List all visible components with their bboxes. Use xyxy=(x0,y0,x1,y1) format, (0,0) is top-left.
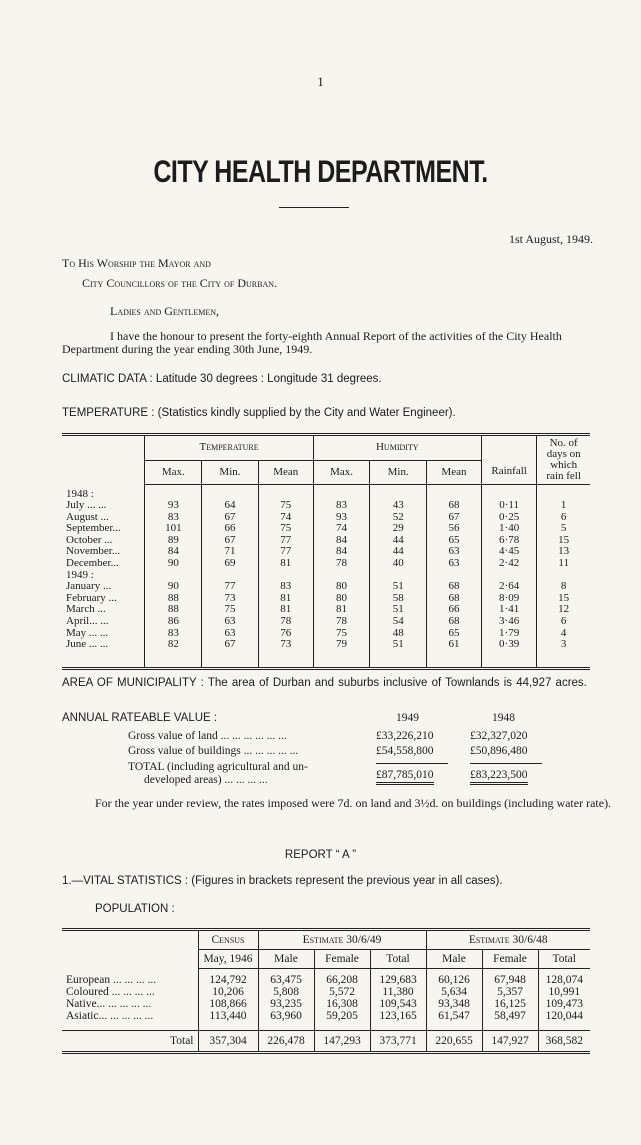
population-heading: POPULATION : xyxy=(95,903,175,915)
total-1949-header: Total xyxy=(370,950,426,969)
month-label: January ... xyxy=(66,580,112,593)
climate-cell: 84 xyxy=(313,535,370,547)
total-1948-header: Total xyxy=(538,950,590,969)
population-cell: 120,044 xyxy=(538,1010,590,1022)
climate-cell: 73 xyxy=(258,639,313,651)
rainfall-group-header xyxy=(481,435,536,461)
climate-cell: 51 xyxy=(370,639,427,651)
land-1949: £33,226,210 xyxy=(376,730,434,742)
temp-min-header: Min. xyxy=(202,460,259,484)
population-cell: 5,808 xyxy=(258,986,314,998)
climate-cell: 67 xyxy=(202,639,259,651)
population-cell: 109,473 xyxy=(538,998,590,1010)
climate-cell: 80 xyxy=(313,581,370,593)
rateable-heading: ANNUAL RATEABLE VALUE : xyxy=(62,712,218,724)
buildings-label: Gross value of buildings ... ... ... ... ... xyxy=(128,745,299,757)
climate-cell: 48 xyxy=(370,628,427,640)
climate-cell: 90 xyxy=(145,581,202,593)
month-label: September... xyxy=(66,522,121,535)
female-1948-header: Female xyxy=(482,950,538,969)
climate-cell: 78 xyxy=(313,616,370,628)
male-1949-header: Male xyxy=(258,950,314,969)
climate-cell: 67 xyxy=(202,535,259,547)
climate-cell: 75 xyxy=(313,628,370,640)
climate-cell: 1·41 xyxy=(481,604,536,616)
climate-cell: 6 xyxy=(537,512,590,524)
salutation-line-1: To His Worship the Mayor and xyxy=(62,256,211,270)
climate-cell: 80 xyxy=(313,593,370,605)
climate-cell: 13 xyxy=(537,546,590,558)
population-cell: 108,866 xyxy=(198,998,258,1010)
climate-cell: 77 xyxy=(258,535,313,547)
report-heading: REPORT “ A ” xyxy=(284,849,357,861)
population-row xyxy=(62,969,590,987)
year-1948-label: 1948 : xyxy=(66,487,94,500)
climate-cell: 67 xyxy=(202,512,259,524)
climate-cell: 0·39 xyxy=(481,639,536,651)
rateable-col-1949: 1949 xyxy=(396,712,419,724)
population-cell: 10,206 xyxy=(198,986,258,998)
climate-cell: 74 xyxy=(258,512,313,524)
population-cell: 128,074 xyxy=(538,969,590,987)
population-cell: 5,572 xyxy=(314,986,370,998)
population-total-cell: 357,304 xyxy=(198,1031,258,1053)
climate-cell: 1·40 xyxy=(481,523,536,535)
total-1948-rule xyxy=(470,763,542,764)
population-group-label: Asiatic... ... ... ... ... xyxy=(66,1010,154,1022)
climate-cell: 77 xyxy=(202,581,259,593)
climate-cell: 54 xyxy=(370,616,427,628)
population-cell: 93,348 xyxy=(426,998,482,1010)
buildings-1948: £50,896,480 xyxy=(470,745,528,757)
climate-cell: 67 xyxy=(427,512,482,524)
page-number: 1 xyxy=(317,74,324,89)
population-total-cell: 368,582 xyxy=(538,1031,590,1053)
climate-row xyxy=(62,500,590,512)
population-cell: 10,991 xyxy=(538,986,590,998)
climate-cell: 101 xyxy=(145,523,202,535)
climate-cell: 75 xyxy=(258,500,313,512)
population-cell: 16,125 xyxy=(482,998,538,1010)
population-cell: 129,683 xyxy=(370,969,426,987)
population-cell: 5,357 xyxy=(482,986,538,998)
population-cell: 58,497 xyxy=(482,1010,538,1022)
total-1949: £87,785,010 xyxy=(376,769,434,785)
climate-cell: 0·25 xyxy=(481,512,536,524)
population-cell: 63,960 xyxy=(258,1010,314,1022)
climate-row xyxy=(62,558,590,570)
climate-cell: 68 xyxy=(427,593,482,605)
month-label: October ... xyxy=(66,533,113,546)
climate-cell: 81 xyxy=(313,604,370,616)
climate-cell: 56 xyxy=(427,523,482,535)
population-cell: 109,543 xyxy=(370,998,426,1010)
month-label: July ... ... xyxy=(66,499,107,512)
population-group-label: Coloured ... ... ... ... xyxy=(66,986,155,998)
salutation-line-2: City Councillors of the City of Durban. xyxy=(82,276,278,290)
land-label: Gross value of land ... ... ... ... ... ... xyxy=(128,730,287,742)
population-cell: 5,634 xyxy=(426,986,482,998)
climate-cell: 61 xyxy=(427,639,482,651)
population-total-cell: 220,655 xyxy=(426,1031,482,1053)
hum-max-header: Max. xyxy=(313,460,370,484)
month-label: May ... ... xyxy=(66,626,109,639)
population-cell: 93,235 xyxy=(258,998,314,1010)
population-cell: 67,948 xyxy=(482,969,538,987)
population-cell: 123,165 xyxy=(370,1010,426,1022)
climate-cell: 8·09 xyxy=(481,593,536,605)
hum-mean-header: Mean xyxy=(427,460,482,484)
climate-cell: 15 xyxy=(537,593,590,605)
climate-cell: 73 xyxy=(202,593,259,605)
climate-cell: 68 xyxy=(427,500,482,512)
climate-cell: 5 xyxy=(537,523,590,535)
climate-cell: 69 xyxy=(202,558,259,570)
climate-cell: 2·42 xyxy=(481,558,536,570)
climate-cell: 52 xyxy=(370,512,427,524)
climate-cell: 15 xyxy=(537,535,590,547)
month-label: November... xyxy=(66,545,121,558)
rateable-col-1948: 1948 xyxy=(492,712,515,724)
pop-corner xyxy=(62,930,198,950)
temperature-heading: TEMPERATURE : (Statistics kindly supplied by the City and Water Engineer). xyxy=(62,407,456,419)
climate-cell: 40 xyxy=(370,558,427,570)
climate-cell: 83 xyxy=(145,512,202,524)
climate-cell: 64 xyxy=(202,500,259,512)
month-label: February ... xyxy=(66,591,117,604)
salutation-line-3: Ladies and Gentlemen, xyxy=(110,304,219,318)
male-1948-header: Male xyxy=(426,950,482,969)
climate-cell: 68 xyxy=(427,616,482,628)
temperature-group-header: Temperature xyxy=(145,435,313,461)
climate-cell: 44 xyxy=(370,546,427,558)
climate-cell: 6·78 xyxy=(481,535,536,547)
climate-cell: 86 xyxy=(145,616,202,628)
population-cell: 113,440 xyxy=(198,1010,258,1022)
climate-cell: 76 xyxy=(258,628,313,640)
climate-cell: 77 xyxy=(258,546,313,558)
title-rule xyxy=(279,207,349,208)
climate-cell: 84 xyxy=(313,546,370,558)
climate-cell: 75 xyxy=(258,523,313,535)
climate-cell: 89 xyxy=(145,535,202,547)
climate-cell: 1 xyxy=(537,500,590,512)
climate-cell: 6 xyxy=(537,616,590,628)
climate-cell: 66 xyxy=(202,523,259,535)
climate-cell: 8 xyxy=(537,581,590,593)
climate-cell: 58 xyxy=(370,593,427,605)
climate-cell: 63 xyxy=(427,546,482,558)
climate-cell: 3 xyxy=(537,639,590,651)
rain-days-header: No. of days on which rain fell xyxy=(537,435,590,485)
year-1949-label: 1949 : xyxy=(66,568,94,581)
total-label-2: developed areas) ... ... ... ... xyxy=(144,774,268,786)
climate-cell: 3·46 xyxy=(481,616,536,628)
climate-cell: 51 xyxy=(370,581,427,593)
climate-cell: 65 xyxy=(427,535,482,547)
census-date-header: May, 1946 xyxy=(198,950,258,969)
climate-cell: 82 xyxy=(145,639,202,651)
climate-cell: 78 xyxy=(313,558,370,570)
rainfall-header: Rainfall xyxy=(481,460,536,484)
climate-cell: 71 xyxy=(202,546,259,558)
population-total-cell: 373,771 xyxy=(370,1031,426,1053)
climate-row xyxy=(62,616,590,628)
vital-statistics: 1.—VITAL STATISTICS : (Figures in brackets represent the previous year in all cases). xyxy=(62,875,503,887)
intro-paragraph: I have the honour to present the forty-eighth Annual Report of the activities of the City Health Department during the year ending 30th June, 1949. xyxy=(62,329,562,356)
population-row xyxy=(62,998,590,1010)
climate-cell: 81 xyxy=(258,593,313,605)
climate-cell: 81 xyxy=(258,558,313,570)
estimate-1948-header: Estimate 30/6/48 xyxy=(426,930,590,950)
population-table xyxy=(62,928,590,1054)
climate-cell: 93 xyxy=(313,512,370,524)
population-cell: 11,380 xyxy=(370,986,426,998)
climate-corner xyxy=(62,435,145,485)
female-1949-header: Female xyxy=(314,950,370,969)
population-cell: 61,547 xyxy=(426,1010,482,1022)
climate-cell: 12 xyxy=(537,604,590,616)
climate-cell: 29 xyxy=(370,523,427,535)
estimate-1949-header: Estimate 30/6/49 xyxy=(258,930,426,950)
climate-cell: 63 xyxy=(427,558,482,570)
population-row xyxy=(62,1010,590,1022)
population-group-label: European ... ... ... ... xyxy=(66,973,157,986)
humidity-group-header: Humidity xyxy=(313,435,481,461)
climate-cell: 83 xyxy=(258,581,313,593)
population-cell: 59,205 xyxy=(314,1010,370,1022)
climate-cell: 93 xyxy=(145,500,202,512)
land-1948: £32,327,020 xyxy=(470,730,528,742)
population-cell: 16,308 xyxy=(314,998,370,1010)
climate-cell: 78 xyxy=(258,616,313,628)
population-total-cell: 226,478 xyxy=(258,1031,314,1053)
page-title: CITY HEALTH DEPARTMENT. xyxy=(153,154,488,190)
population-cell: 124,792 xyxy=(198,969,258,987)
climate-cell: 74 xyxy=(313,523,370,535)
climatic-data: CLIMATIC DATA : Latitude 30 degrees : Longitude 31 degrees. xyxy=(62,373,382,385)
temp-mean-header: Mean xyxy=(258,460,313,484)
climate-cell: 43 xyxy=(370,500,427,512)
climate-cell: 68 xyxy=(427,581,482,593)
total-1949-rule xyxy=(376,763,448,764)
climate-cell: 63 xyxy=(202,616,259,628)
month-label: June ... ... xyxy=(66,638,109,651)
month-label: August ... xyxy=(66,510,109,523)
total-label-1: TOTAL (including agricultural and un- xyxy=(128,761,308,773)
population-cell: 63,475 xyxy=(258,969,314,987)
population-total-cell: 147,293 xyxy=(314,1031,370,1053)
climate-cell: 88 xyxy=(145,604,202,616)
climate-cell: 83 xyxy=(313,500,370,512)
temp-max-header: Max. xyxy=(145,460,202,484)
climate-cell: 4·45 xyxy=(481,546,536,558)
population-total-cell: 147,927 xyxy=(482,1031,538,1053)
climate-cell: 66 xyxy=(427,604,482,616)
climate-cell: 65 xyxy=(427,628,482,640)
month-label: December... xyxy=(66,557,119,570)
climate-cell: 11 xyxy=(537,558,590,570)
total-1948: £83,223,500 xyxy=(470,769,528,785)
climate-cell: 88 xyxy=(145,593,202,605)
census-header: Census xyxy=(198,930,258,950)
climate-cell: 4 xyxy=(537,628,590,640)
climate-cell: 63 xyxy=(202,628,259,640)
population-cell: 60,126 xyxy=(426,969,482,987)
climate-cell: 51 xyxy=(370,604,427,616)
climate-cell: 84 xyxy=(145,546,202,558)
month-label: April... ... xyxy=(66,615,109,628)
climate-cell: 2·64 xyxy=(481,581,536,593)
hum-min-header: Min. xyxy=(370,460,427,484)
climate-cell: 0·11 xyxy=(481,500,536,512)
climate-table xyxy=(62,433,590,670)
climate-cell: 79 xyxy=(313,639,370,651)
climate-cell: 44 xyxy=(370,535,427,547)
area-of-municipality: AREA OF MUNICIPALITY : The area of Durban and suburbs inclusive of Townlands is 44,927 acres. xyxy=(62,677,587,689)
climate-cell: 90 xyxy=(145,558,202,570)
month-label: March ... xyxy=(66,603,106,616)
rates-text: For the year under review, the rates imposed were 7d. on land and 3½d. on buildings (including water rate). xyxy=(95,796,612,810)
climate-cell: 81 xyxy=(258,604,313,616)
buildings-1949: £54,558,800 xyxy=(376,745,434,757)
climate-cell: 83 xyxy=(145,628,202,640)
population-row xyxy=(62,986,590,998)
population-total-label: Total xyxy=(62,1031,198,1053)
letter-date: 1st August, 1949. xyxy=(508,232,593,246)
climate-row xyxy=(62,639,590,651)
population-group-label: Native... ... ... ... ... xyxy=(66,998,152,1010)
climate-cell: 75 xyxy=(202,604,259,616)
climate-cell: 1·79 xyxy=(481,628,536,640)
population-cell: 66,208 xyxy=(314,969,370,987)
